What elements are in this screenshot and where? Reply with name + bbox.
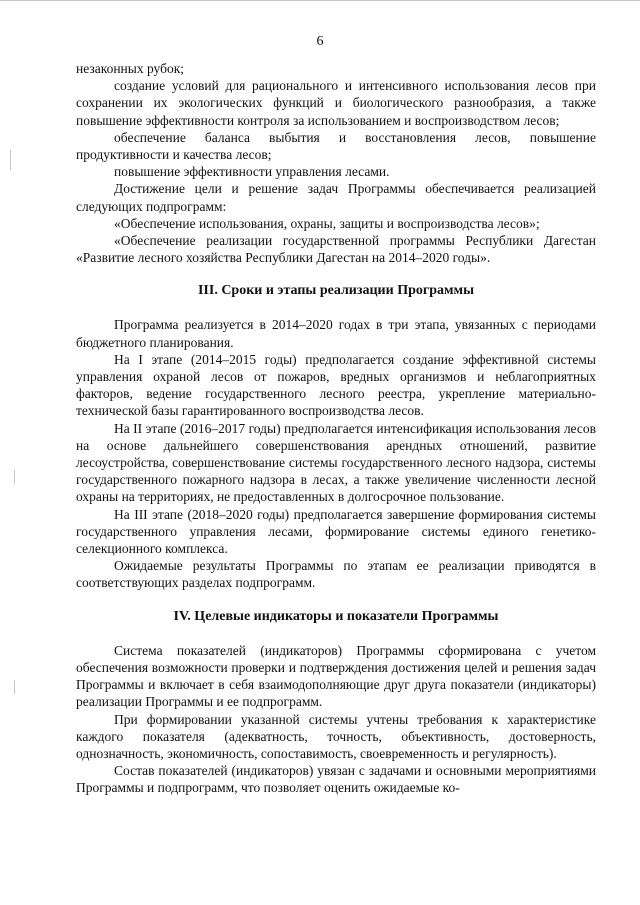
scan-edge-mark-left-3 xyxy=(14,680,15,694)
paragraph: На I этапе (2014–2015 годы) предполагается создание эффективной системы управления охраной лесов от пожаров, вредных организмов и неблагоприятных факторов, ведение государственного лесного реестра, укрепление материально-технической базы гарантированного воспроизводства лесов. xyxy=(76,351,596,419)
paragraph: На III этапе (2018–2020 годы) предполагается завершение формирования системы государственного управления лесами, формирование системы единого генетико-селекционного комплекса. xyxy=(76,506,596,557)
paragraph: обеспечение баланса выбытия и восстановления лесов, повышение продуктивности и качества лесов; xyxy=(76,129,596,163)
paragraph: Ожидаемые результаты Программы по этапам ее реализации приводятся в соответствующих разделах подпрограмм. xyxy=(76,558,596,591)
scan-edge-mark-left-1 xyxy=(10,150,11,170)
paragraph: незаконных рубок; xyxy=(76,61,185,76)
paragraph: «Обеспечение использования, охраны, защиты и воспроизводства лесов»; xyxy=(114,215,540,231)
paragraph: Достижение цели и решение задач Программы обеспечивается реализацией следующих подпрограмм: xyxy=(76,181,596,214)
paragraph: повышение эффективности управления лесами. xyxy=(114,164,390,180)
scan-edge-mark-top xyxy=(0,0,640,1)
paragraph: создание условий для рационального и интенсивного использования лесов при сохранении их экологических функций и биологического разнообразия, а также повышение эффективности контроля за использованием и воспроизводством лесов; xyxy=(76,78,596,128)
paragraph: Программа реализуется в 2014–2020 годах в три этапа, увязанных с периодами бюджетного планирования. xyxy=(76,317,596,350)
section-heading: III. Сроки и этапы реализации Программы xyxy=(197,283,475,299)
paragraph: Состав показателей (индикаторов) увязан с задачами и основными мероприятиями Программы и подпрограмм, что позволяет оценить ожидаемые ко- xyxy=(76,763,596,796)
paragraph: «Обеспечение реализации государственной программы Республики Дагестан «Развитие лесного хозяйства Республики Дагестан на 2014–2020 годы». xyxy=(76,233,596,266)
paragraph: При формировании указанной системы учтены требования к характеристике каждого показателя (адекватность, точность, объективность, достоверность, однозначность, экономичность, сопоставимость, своевременность и регулярность). xyxy=(76,711,596,761)
section-heading: IV. Целевые индикаторы и показатели Программы xyxy=(173,608,499,624)
scan-edge-mark-left-2 xyxy=(14,470,15,484)
document-body xyxy=(76,60,596,797)
paragraph: На II этапе (2016–2017 годы) предполагается интенсификация использования лесов на основе дальнейшего совершенствования арендных отношений, развитие лесоустройства, совершенствование системы государственного лесного надзора, системы государственного пожарного надзора в лесах, а также увеличение численности лесной охраны на территориях, не предоставленных в долгосрочное пользование. xyxy=(76,420,596,505)
page-number: 6 xyxy=(316,34,324,49)
paragraph: Система показателей (индикаторов) Программы сформирована с учетом обеспечения возможности проверки и подтверждения достижения целей и решения задач Программы и включает в себя взаимодополняющие друг друга показатели (индикаторы) реализации Программы и ее подпрограмм. xyxy=(76,642,596,710)
